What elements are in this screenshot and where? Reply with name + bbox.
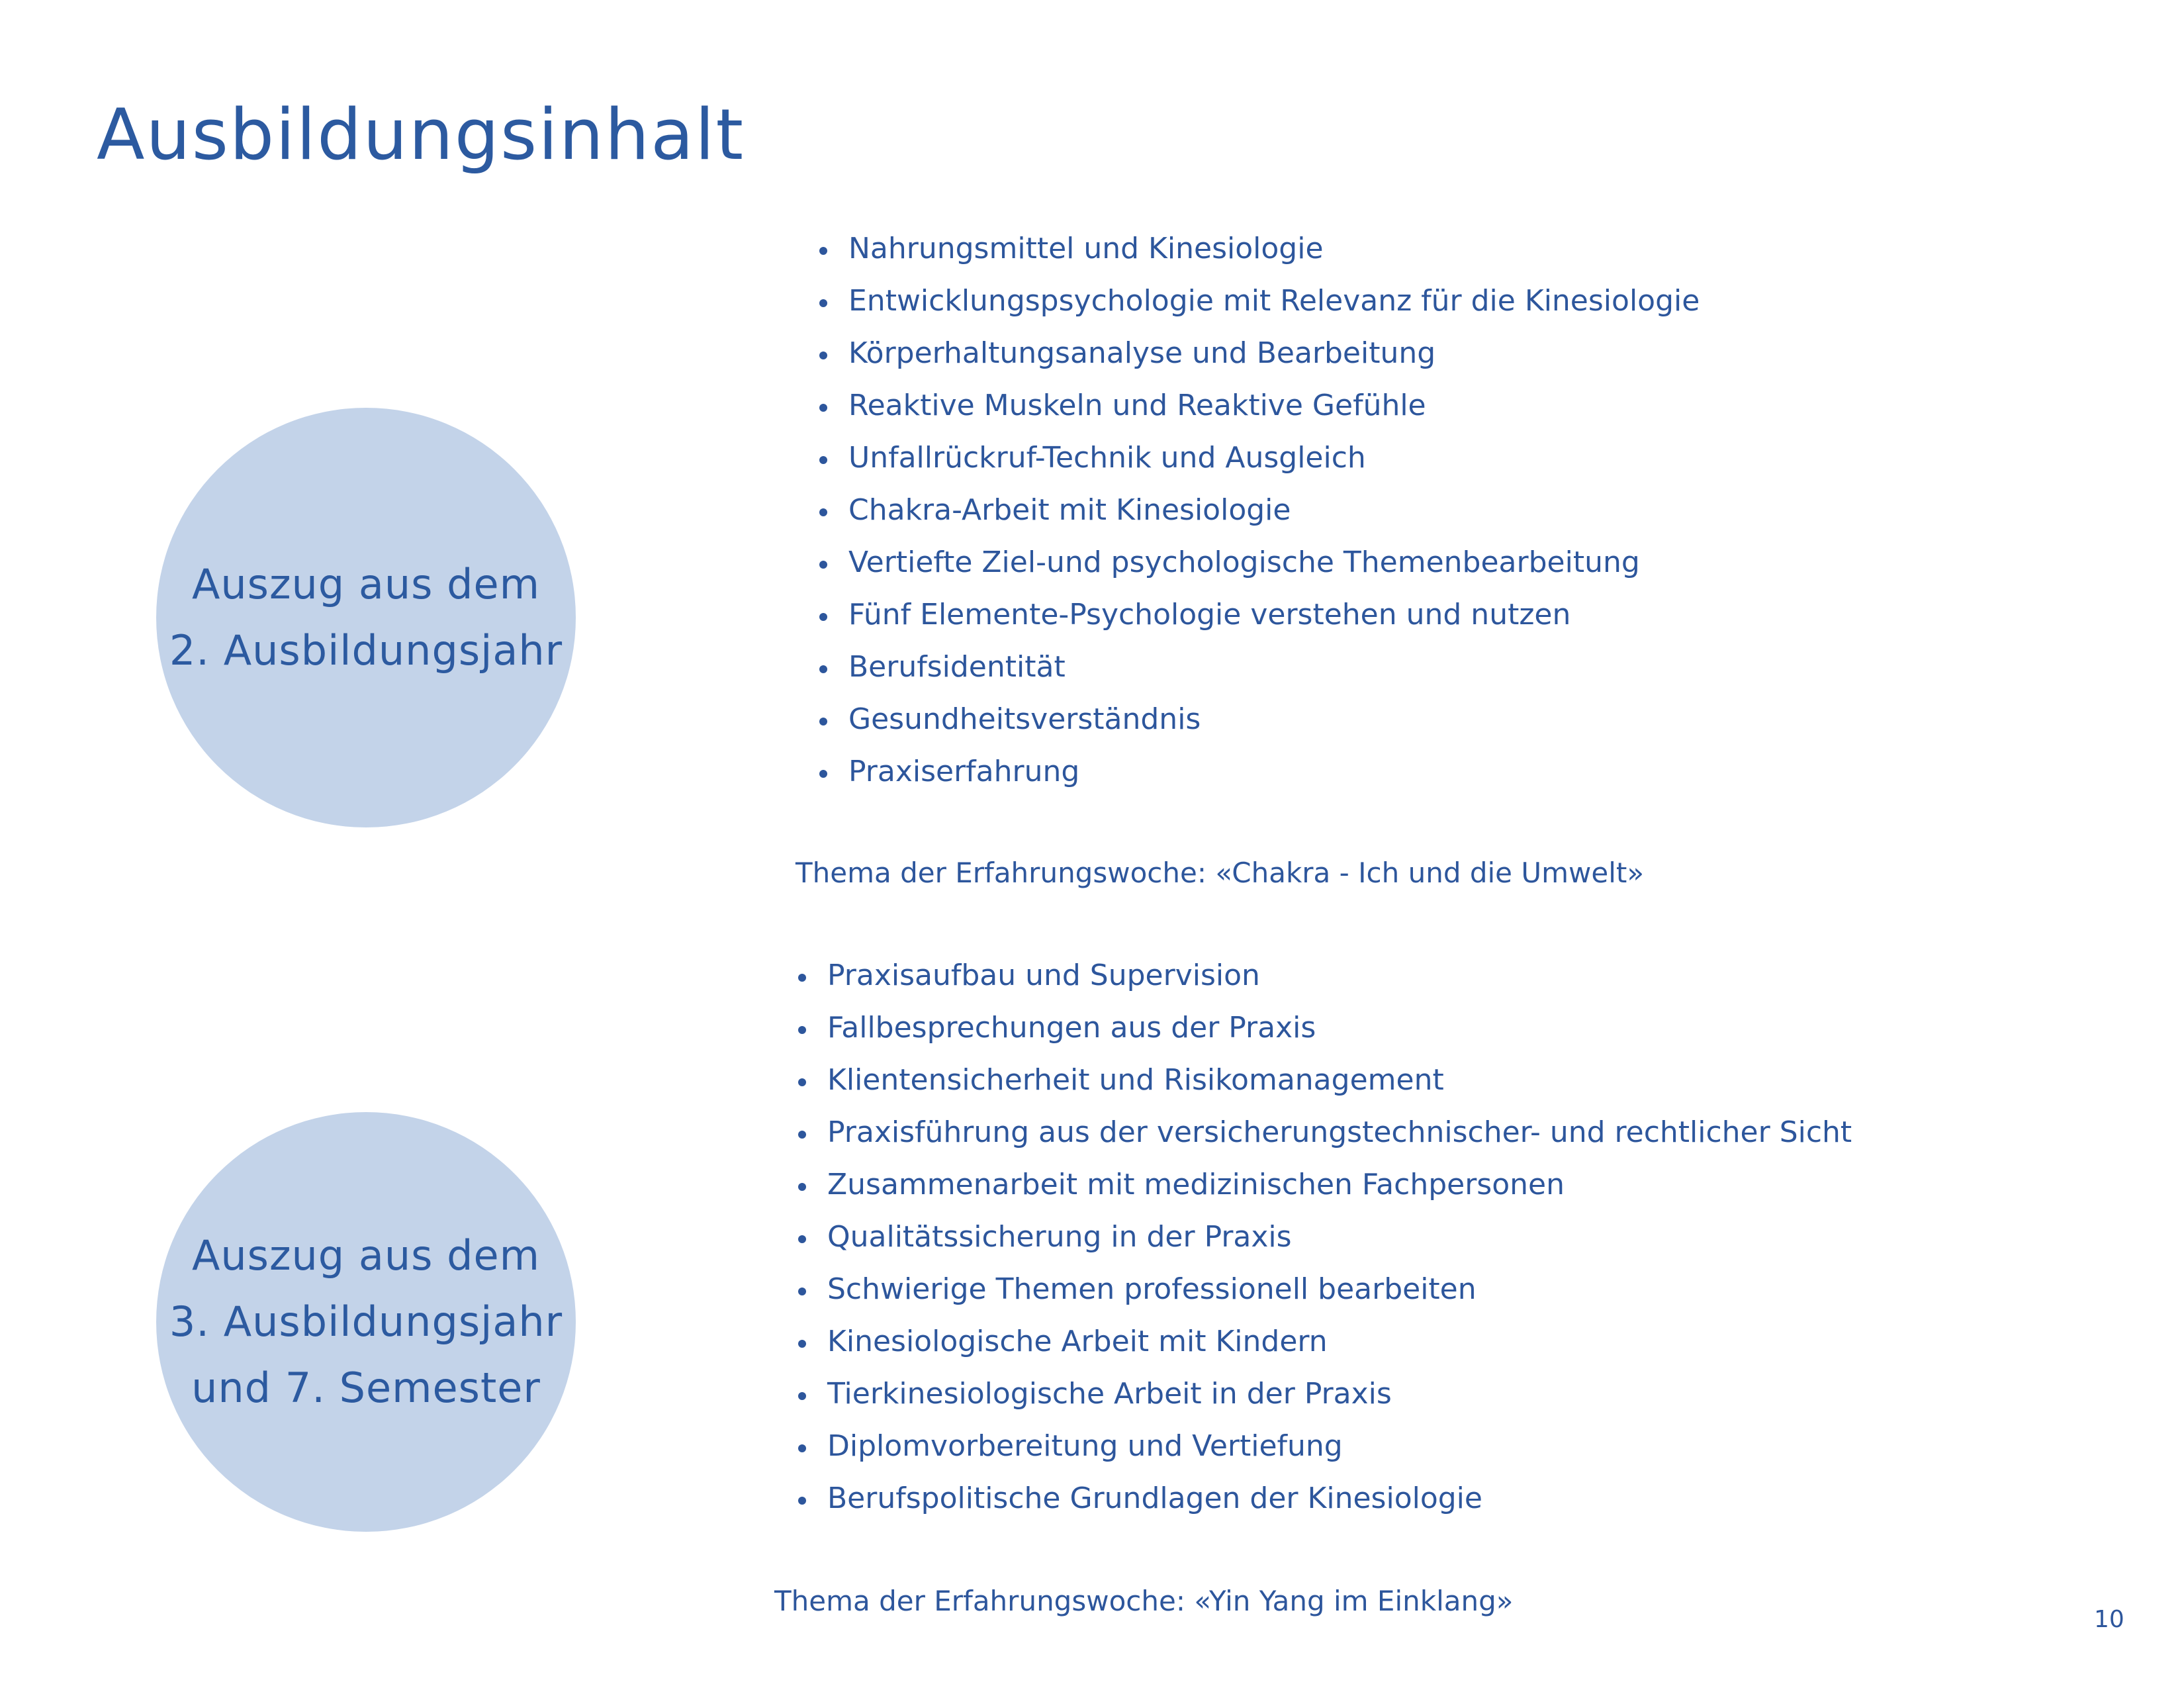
list-item: Gesundheitsverständnis [848, 693, 1700, 745]
list-item: Zusammenarbeit mit medizinischen Fachpersonen [827, 1158, 1852, 1211]
list-item: Tierkinesiologische Arbeit in der Praxis [827, 1368, 1852, 1420]
circle-text-line: 3. Ausbildungsjahr [169, 1297, 563, 1346]
list-item: Vertiefte Ziel-und psychologische Themenbearbeitung [848, 536, 1700, 588]
circle-text-line: Auszug aus dem [191, 1231, 541, 1280]
list-item: Entwicklungspsychologie mit Relevanz für die Kinesiologie [848, 275, 1700, 327]
list-item: Praxisaufbau und Supervision [827, 949, 1852, 1002]
year3-circle [156, 1112, 576, 1532]
experience-week-theme: Thema der Erfahrungswoche: «Yin Yang im Einklang» [774, 1585, 1514, 1617]
list-item: Chakra-Arbeit mit Kinesiologie [848, 484, 1700, 536]
experience-week-theme: Thema der Erfahrungswoche: «Chakra - Ich und die Umwelt» [796, 857, 1645, 889]
circle-text-line: Auszug aus dem [191, 560, 541, 608]
list-item: Berufsidentität [848, 641, 1700, 693]
year2-circle [156, 408, 576, 827]
list-item: Diplomvorbereitung und Vertiefung [827, 1420, 1852, 1472]
list-item: Praxiserfahrung [848, 745, 1700, 798]
list-item: Berufspolitische Grundlagen der Kinesiologie [827, 1472, 1852, 1524]
list-item: Reaktive Muskeln und Reaktive Gefühle [848, 379, 1700, 432]
list-item: Kinesiologische Arbeit mit Kindern [827, 1315, 1852, 1368]
circle-text-line: 2. Ausbildungsjahr [169, 626, 563, 675]
list-item: Klientensicherheit und Risikomanagement [827, 1054, 1852, 1106]
list-item: Qualitätssicherung in der Praxis [827, 1211, 1852, 1263]
year3-topic-list [827, 949, 1852, 1524]
page-title: Ausbildungsinhalt [97, 94, 745, 175]
list-item: Fünf Elemente-Psychologie verstehen und nutzen [848, 588, 1700, 641]
circle-text-line: und 7. Semester [191, 1364, 541, 1412]
list-item: Praxisführung aus der versicherungstechnischer- und rechtlicher Sicht [827, 1106, 1852, 1158]
list-item: Körperhaltungsanalyse und Bearbeitung [848, 327, 1700, 379]
list-item: Unfallrückruf-Technik und Ausgleich [848, 432, 1700, 484]
list-item: Fallbesprechungen aus der Praxis [827, 1002, 1852, 1054]
list-item: Schwierige Themen professionell bearbeiten [827, 1263, 1852, 1315]
list-item: Nahrungsmittel und Kinesiologie [848, 222, 1700, 275]
page-number: 10 [2094, 1606, 2124, 1633]
year2-topic-list [848, 222, 1700, 798]
